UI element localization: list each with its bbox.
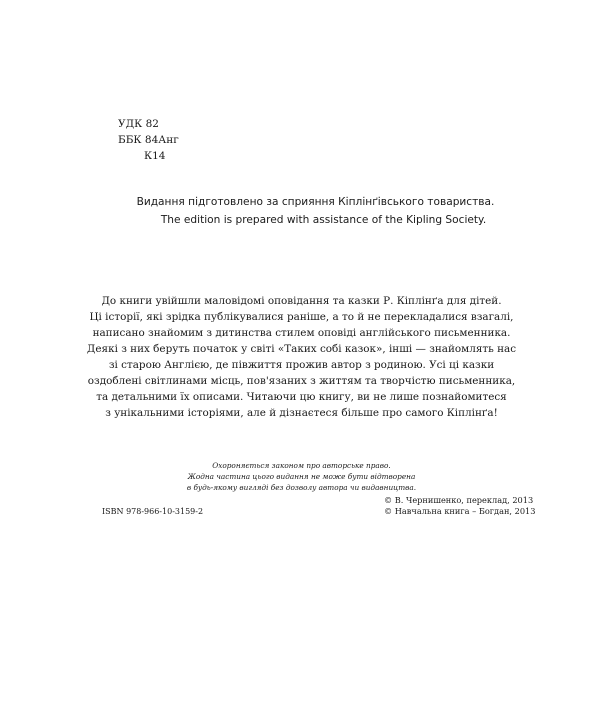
publisher-copyright: © Навчальна книга – Богдан, 2013	[384, 506, 536, 516]
author-mark: К14	[144, 150, 166, 162]
translation-copyright: © В. Чернишенко, переклад, 2013	[384, 495, 534, 505]
society-note	[0, 193, 603, 229]
annotation-line: з унікальними історіями, але й дізнаєтеся більше про самого Кіплінґа!	[105, 407, 498, 419]
annotation-line: До книги увійшли маловідомі оповідання та казки Р. Кіплінґа для дітей.	[101, 295, 502, 307]
society-note-ua: Видання підготовлено за сприяння Кіплінґівського товариства.	[136, 196, 495, 208]
annotation-line: Ці історії, які зрідка публікувалися раніше, а то й не перекладалися взагалі,	[89, 311, 514, 323]
annotation-line: зі старою Англією, де півжиття прожив автор з родиною. Усі ці казки	[108, 359, 495, 371]
copyright-notice-line: Жодна частина цього видання не може бути відтворена	[187, 472, 416, 481]
bbk-code: ББК 84Анг	[118, 134, 179, 146]
copyright-notice	[0, 460, 603, 493]
udk-code: УДК 82	[118, 118, 159, 130]
annotation-line: та детальними їх описами. Читаючи цю книгу, ви не лише познайомитеся	[96, 391, 507, 403]
book-annotation	[0, 293, 603, 421]
annotation-line: оздоблені світлинами місць, пов'язаних з життям та творчістю письменника,	[87, 375, 516, 387]
isbn: ISBN 978-966-10-3159-2	[102, 507, 204, 516]
classification-block	[118, 116, 179, 164]
rights-block	[384, 495, 535, 517]
copyright-notice-line: Охороняється законом про авторське право.	[212, 461, 391, 470]
annotation-line: написано знайомим з дитинства стилем оповіді англійського письменника.	[92, 327, 511, 339]
annotation-line: Деякі з них беруть початок у світі «Таких собі казок», інші — знайомлять нас	[86, 343, 517, 355]
society-note-en: The edition is prepared with assistance of the Kipling Society.	[160, 214, 487, 226]
copyright-notice-line: в будь-якому вигляді без дозволу автора чи видавництва.	[186, 483, 417, 492]
